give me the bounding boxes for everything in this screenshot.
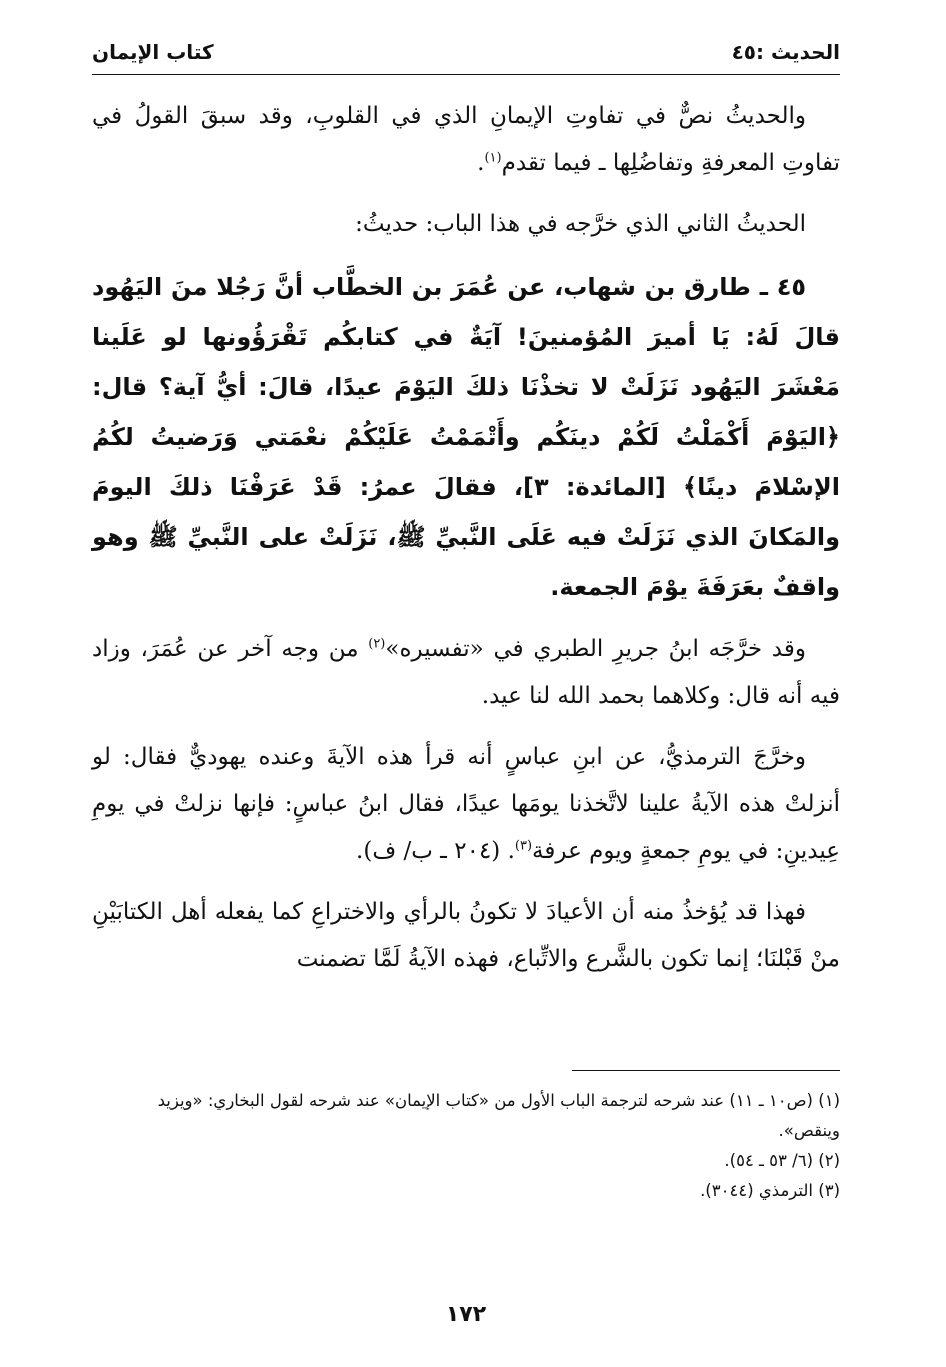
book-page [92, 40, 840, 1340]
paragraph-second-hadith-intro: الحديثُ الثاني الذي خرَّجه في هذا الباب: حديثُ: [355, 211, 806, 237]
footnote-divider [572, 1070, 840, 1071]
paragraph-text: والحديثُ نصٌّ في تفاوتِ الإيمانِ الذي في القلوبِ، وقد سبقَ القولُ في تفاوتِ المعرفةِ وتفاضُلِها ـ فيما تقدم [92, 103, 840, 176]
footnote-1: (١) (ص١٠ ـ ١١) عند شرحه لترجمة الباب الأول من «كتاب الإيمان» عند شرحه لقول البخاري: «ويزيد وينقص». [157, 1091, 840, 1140]
paragraph-text: . (٢٠٤ ـ ب/ ف). [356, 838, 515, 864]
paragraph-text: وقد خرَّجَه ابنُ جريرِ الطبري في «تفسيره» [385, 636, 806, 662]
footnote-ref-2[interactable]: (٢) [368, 636, 386, 652]
main-text [92, 93, 840, 983]
header-book-title: كتاب الإيمان [92, 40, 214, 64]
paragraph-text: من وجه آخر عن عُمَرَ، وزاد فيه أنه قال: وكلاهما بحمد الله لنا عيد. [92, 636, 840, 709]
footnote-3: (٣) الترمذي (٣٠٤٤). [700, 1181, 840, 1200]
footnotes [92, 1086, 840, 1206]
paragraph-festivals: فهذا قد يُؤخذُ منه أن الأعيادَ لا تكونُ بالرأي والاختراعِ كما يفعله أهل الكتابَيْنِ منْ قَبْلنَا؛ إنما تكون بالشَّرع والاتِّباع، فهذه الآيةُ لَمَّا تضمنت [92, 899, 840, 972]
running-header [92, 40, 840, 75]
paragraph-text: وخرَّجَ الترمذيُّ، عن ابنِ عباسٍ أنه قرأ هذه الآيةَ وعنده يهوديٌّ فقال: لو أنزلتْ هذه الآيةُ علينا لاتَّخذنا يومَها عيدًا، فقال ابنُ عباسٍ: فإنها نزلتْ في يومِ عِيدينِ: في يومِ جمعةٍ ويوم عرفة [92, 744, 840, 864]
paragraph-commentary-1 [92, 93, 840, 187]
paragraph-tabari [92, 626, 840, 720]
footnote-ref-3[interactable]: (٣) [514, 838, 533, 854]
page-number: ١٧٢ [445, 1302, 487, 1327]
paragraph-end: . [477, 150, 485, 176]
footnote-2: (٢) (٦/ ٥٣ ـ ٥٤). [724, 1151, 840, 1170]
paragraph-tirmidhi [92, 734, 840, 875]
footnote-ref-1[interactable]: (١) [484, 150, 502, 166]
header-hadith-number: الحديث :٤٥ [731, 40, 840, 64]
hadith-text-45: ٤٥ ـ طارق بن شهاب، عن عُمَرَ بن الخطَّاب أنَّ رَجُلا منَ اليَهُود قالَ لَهُ: يَا أميرَ المُؤمنينَ! آيَةٌ في كتابكُم تَقْرَؤُونها لو عَلَينا مَعْشَرَ اليَهُود نَزَلَتْ لا تخذْنَا ذلكَ اليَوْمَ عيدًا، قالَ: أيُّ آية؟ قال: ﴿اليَوْمَ أَكْمَلْتُ لَكُمْ دينَكُم وأَتْمَمْتُ عَلَيْكُمْ نعْمَتي وَرَضيتُ لكُمُ الإسْلامَ دينًا﴾ [المائدة: ٣]، فقالَ عمرُ: قَدْ عَرَفْنَا ذلكَ اليومَ والمَكانَ الذي نَزَلَتْ فيه عَلَى النَّبيِّ ﷺ، نَزَلَتْ على النَّبيِّ ﷺ وهو واقفٌ بعَرَفَةَ يوْمَ الجمعة. [92, 273, 840, 601]
